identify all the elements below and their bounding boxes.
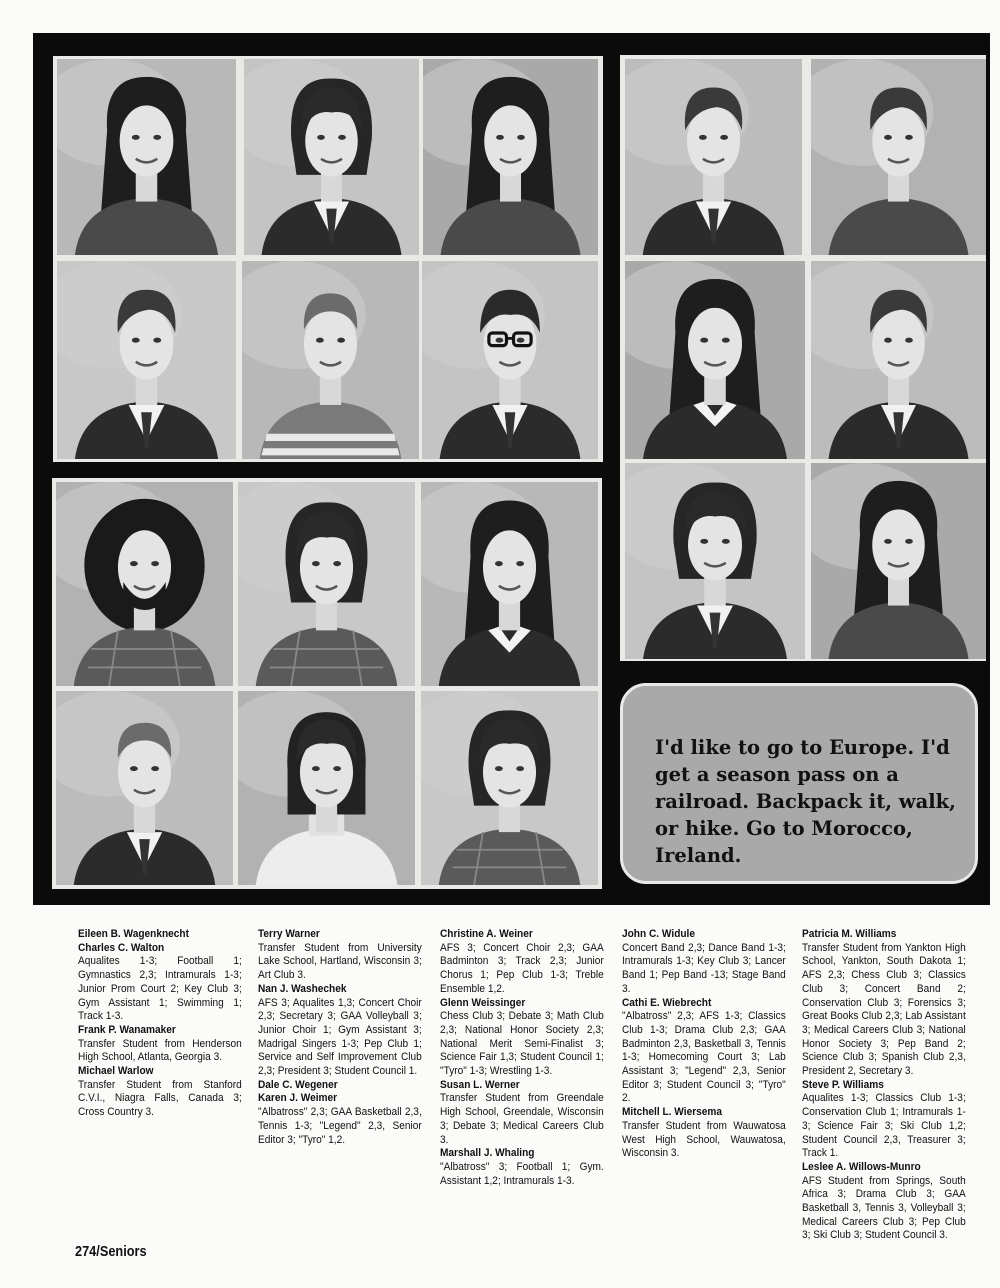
student-portrait bbox=[57, 261, 236, 459]
student-activities: AFS 3; Concert Choir 2,3; GAA Badminton 3; Track 2,3; Junior Chorus 1; Pep Club 1-3; Treble Ensemble 1,2. bbox=[440, 941, 604, 995]
student-activities: Concert Band 2,3; Dance Band 1-3; Intramurals 1-3; Key Club 3; Lancer Band 1; Pep Band -13; Stage Band 3. bbox=[622, 941, 786, 995]
student-portrait bbox=[238, 482, 415, 686]
student-name: Cathi E. Wiebrecht bbox=[622, 996, 712, 1009]
student-name: Michael Warlow bbox=[78, 1065, 154, 1078]
student-caption bbox=[78, 1024, 242, 1065]
student-caption bbox=[440, 1147, 604, 1188]
student-name: Charles C. Walton bbox=[78, 941, 165, 954]
student-caption bbox=[622, 1106, 786, 1161]
student-name: Leslee A. Willows-Munro bbox=[802, 1160, 921, 1173]
quote-box bbox=[620, 683, 978, 884]
student-portrait bbox=[56, 691, 233, 885]
student-caption bbox=[78, 1065, 242, 1120]
student-caption bbox=[622, 928, 786, 997]
caption-column-1 bbox=[78, 928, 242, 1120]
student-caption bbox=[802, 928, 966, 1079]
student-activities: Transfer Student from University Lake School, Hartland, Wisconsin 3; Art Club 3. bbox=[258, 941, 422, 982]
student-caption bbox=[258, 1092, 422, 1147]
student-name: Christine A. Weiner bbox=[440, 928, 533, 940]
student-activities: "Albatross" 2,3; GAA Basketball 2,3, Tennis 1-3; "Legend" 2,3, Senior Editor 3; "Tyro" 1,2. bbox=[258, 1106, 422, 1146]
student-activities: "Albatross" 3; Football 1; Gym. Assistant 1,2; Intramurals 1-3. bbox=[440, 1160, 604, 1187]
student-name: Susan L. Werner bbox=[440, 1078, 520, 1091]
student-name: Marshall J. Whaling bbox=[440, 1147, 535, 1160]
student-activities: Aqualites 1-3; Football 1; Gymnastics 2,3; Intramurals 1-3; Junior Prom Court 2; Key Club 3; Gym Assistant 1; Swimming 1; Track 1-3. bbox=[78, 955, 242, 1023]
student-caption bbox=[78, 942, 242, 1024]
student-name: Glenn Weissinger bbox=[440, 996, 526, 1009]
student-activities: "Albatross" 2,3; AFS 1-3; Classics Club 1-3; Drama Club 2,3; GAA Badminton 2,3, Basketball 3, Tennis 1-3; Homecoming Court 3; Lab Assistant 3; "Legend" 2,3, Senior Editor 3; Student Council 3; "Tyro" 2. bbox=[622, 1010, 786, 1105]
student-activities: Transfer Student from Stanford C.V.I., Niagra Falls, Canada 3; Cross Country 3. bbox=[78, 1078, 242, 1119]
student-caption bbox=[258, 928, 422, 983]
student-name: Steve P. Williams bbox=[802, 1078, 884, 1091]
student-activities: Transfer Student from Greendale High School, Greendale, Wisconsin 3; Debate 3; Medical Careers Club 3. bbox=[440, 1092, 604, 1146]
caption-column-4 bbox=[622, 928, 786, 1161]
student-portrait bbox=[811, 463, 986, 659]
student-caption bbox=[440, 928, 604, 997]
student-portrait bbox=[56, 482, 233, 686]
student-name: John C. Widule bbox=[622, 928, 695, 940]
student-activities: Transfer Student from Wauwatosa West High School, Wauwatosa, Wisconsin 3. bbox=[622, 1119, 786, 1160]
student-portrait bbox=[811, 261, 986, 459]
student-name: Mitchell L. Wiersema bbox=[622, 1106, 723, 1119]
student-activities: Chess Club 3; Debate 3; Math Club 2,3; National Honor Society 2,3; National Merit Semi-Finalist 3; Science Fair 1,3; Student Council 1; "Tyro" 1-3; Wrestling 1-3. bbox=[440, 1010, 604, 1078]
student-name: Dale C. Wegener bbox=[258, 1078, 338, 1091]
student-caption bbox=[802, 1079, 966, 1161]
student-portrait bbox=[422, 261, 598, 459]
student-caption bbox=[802, 1161, 966, 1243]
student-portrait bbox=[423, 59, 598, 255]
student-portrait bbox=[421, 691, 598, 885]
student-caption bbox=[258, 983, 422, 1079]
student-name: Frank P. Wanamaker bbox=[78, 1023, 176, 1036]
student-portrait bbox=[242, 261, 419, 459]
student-portrait bbox=[244, 59, 419, 255]
student-portrait bbox=[625, 59, 802, 255]
student-activities: Aqualites 1-3; Classics Club 1-3; Conservation Club 1; Intramurals 1-3; Science Fair 3; Ski Club 1,2; Student Council 2,3, Treasurer 3; Track 1. bbox=[802, 1092, 966, 1160]
student-portrait bbox=[421, 482, 598, 686]
student-name: Patricia M. Williams bbox=[802, 928, 897, 940]
student-name: Eileen B. Wagenknecht bbox=[78, 928, 189, 940]
student-name: Terry Warner bbox=[258, 928, 320, 940]
student-portrait bbox=[625, 261, 805, 459]
student-activities: AFS 3; Aqualites 1,3; Concert Choir 2,3; Secretary 3; GAA Volleyball 3; Junior Choir 1; Gym Assistant 3; Madrigal Singers 1-3; Pep Club 1; Service and Self Improvement Club 2,3; President 3; Student Council 1. bbox=[258, 996, 422, 1078]
student-name: Nan J. Washechek bbox=[258, 982, 347, 995]
student-activities: AFS Student from Springs, South Africa 3; Drama Club 3; GAA Basketball 3, Tennis 3, Volleyball 3; Medical Careers Club 3; Pep Club 3; Ski Club 3; Student Council 3. bbox=[802, 1174, 966, 1242]
student-portrait bbox=[625, 463, 805, 659]
student-activities: Transfer Student from Henderson High School, Atlanta, Georgia 3. bbox=[78, 1037, 242, 1064]
student-caption bbox=[78, 928, 242, 942]
caption-column-5 bbox=[802, 928, 966, 1243]
caption-column-2 bbox=[258, 928, 422, 1147]
student-caption bbox=[622, 997, 786, 1107]
photo-panel bbox=[33, 33, 990, 905]
quote-text: I'd like to go to Europe. I'd get a season pass on a railroad. Backpack it, walk, or hike. Go to Morocco, Ireland. bbox=[655, 736, 956, 867]
student-name: Karen J. Weimer bbox=[258, 1092, 338, 1105]
student-caption bbox=[440, 997, 604, 1079]
page-footer: 274/Seniors bbox=[75, 1243, 147, 1260]
student-portrait bbox=[57, 59, 236, 255]
caption-column-3 bbox=[440, 928, 604, 1188]
student-caption bbox=[258, 1079, 422, 1093]
student-portrait bbox=[811, 59, 986, 255]
student-portrait bbox=[238, 691, 415, 885]
student-caption bbox=[440, 1079, 604, 1148]
student-activities: Transfer Student from Yankton High School, Yankton, South Dakota 1; AFS 2,3; Chess Club 3; Classics Club 3; Concert Band 2; Conservation Club 3; Forensics 3; Great Books Club 2,3; Lab Assistant 3; Medical Careers Club 3; National Honor Society 3; Pep Band 2; Science Club 3; Spanish Club 2,3, President 2, Secretary 3. bbox=[802, 941, 966, 1078]
